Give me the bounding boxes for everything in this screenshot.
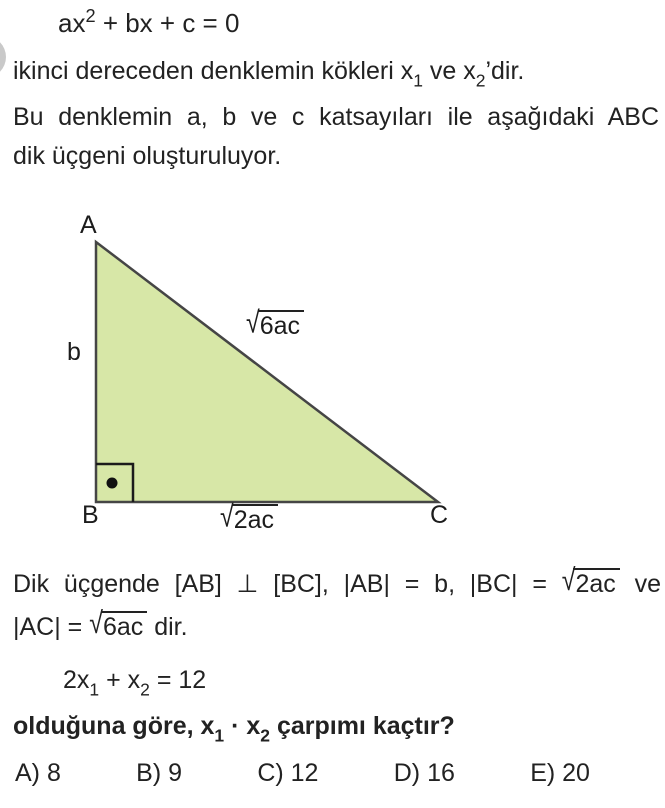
equation-exponent: 2 (85, 6, 96, 26)
radical-sign: √ (246, 305, 260, 340)
bc-length-radical (561, 563, 620, 598)
question-number-badge (0, 36, 6, 78)
triangle-shape (96, 242, 438, 502)
choice-b: B) 9 (136, 759, 183, 787)
question-text (13, 709, 455, 744)
question-subscript-1: 1 (214, 725, 225, 746)
radical-sign: √ (220, 499, 234, 534)
given-mid: + x (99, 666, 141, 694)
intro-coefficients-line: Bu denklemin a, b ve c katsayıları ile aşağıdaki ABC (13, 103, 659, 131)
equation-base: ax (58, 8, 86, 38)
hypotenuse-radicand: 6ac (258, 310, 304, 340)
choice-a: A) 8 (15, 759, 61, 787)
given-subscript-1: 1 (89, 679, 100, 700)
given-equation (63, 663, 206, 698)
intro-roots-post: ’dir. (485, 57, 525, 85)
base-side-label (220, 499, 278, 535)
given-pre: 2x (63, 666, 90, 694)
radical-sign: √ (89, 606, 103, 641)
root-subscript-1: 1 (413, 70, 423, 91)
radical-sign: √ (561, 563, 576, 598)
base-radicand: 2ac (232, 504, 278, 534)
statement-line-2 (13, 606, 188, 645)
triangle-figure (0, 200, 665, 545)
question-post: çarpımı kaçtır? (270, 712, 455, 740)
statement-line-1 (13, 563, 661, 602)
given-subscript-2: 2 (140, 679, 150, 700)
question-subscript-2: 2 (260, 725, 270, 746)
bc-radicand: 2ac (573, 568, 619, 598)
intro-roots-line (13, 54, 524, 89)
triangle-diagram (0, 200, 665, 545)
intro-roots-mid: ve x (422, 57, 476, 85)
question-pre: olduğuna göre, x (13, 712, 215, 740)
intro-triangle-line: dik üçgeni oluşturuluyor. (13, 142, 282, 170)
quadratic-equation (58, 5, 239, 41)
vertex-label-c: C (430, 501, 449, 529)
statement-1-post: ve (619, 570, 661, 598)
choice-c: C) 12 (257, 759, 319, 787)
given-post: = 12 (149, 666, 207, 694)
statement-2-text: |AC| = (13, 613, 90, 641)
choice-d: D) 16 (393, 759, 455, 787)
hypotenuse-label (246, 305, 304, 341)
side-ab-label: b (67, 338, 81, 366)
vertex-label-a: A (80, 211, 97, 239)
intro-roots-text: ikinci dereceden denklemin kökleri x (13, 57, 414, 85)
statement-1-text: Dik üçgende [AB] ⊥ [BC], |AB| = b, |BC| = (13, 570, 562, 598)
root-subscript-2: 2 (475, 70, 486, 91)
question-mid: · x (224, 712, 261, 740)
right-angle-dot (107, 478, 118, 489)
vertex-label-b: B (82, 501, 99, 529)
choice-e: E) 20 (530, 759, 590, 787)
ac-radicand: 6ac (101, 611, 147, 641)
statement-2-post: dir. (147, 613, 188, 641)
ac-length-radical (89, 606, 147, 641)
answer-choices-row (15, 759, 590, 788)
equation-rest: + bx + c = 0 (95, 8, 240, 38)
